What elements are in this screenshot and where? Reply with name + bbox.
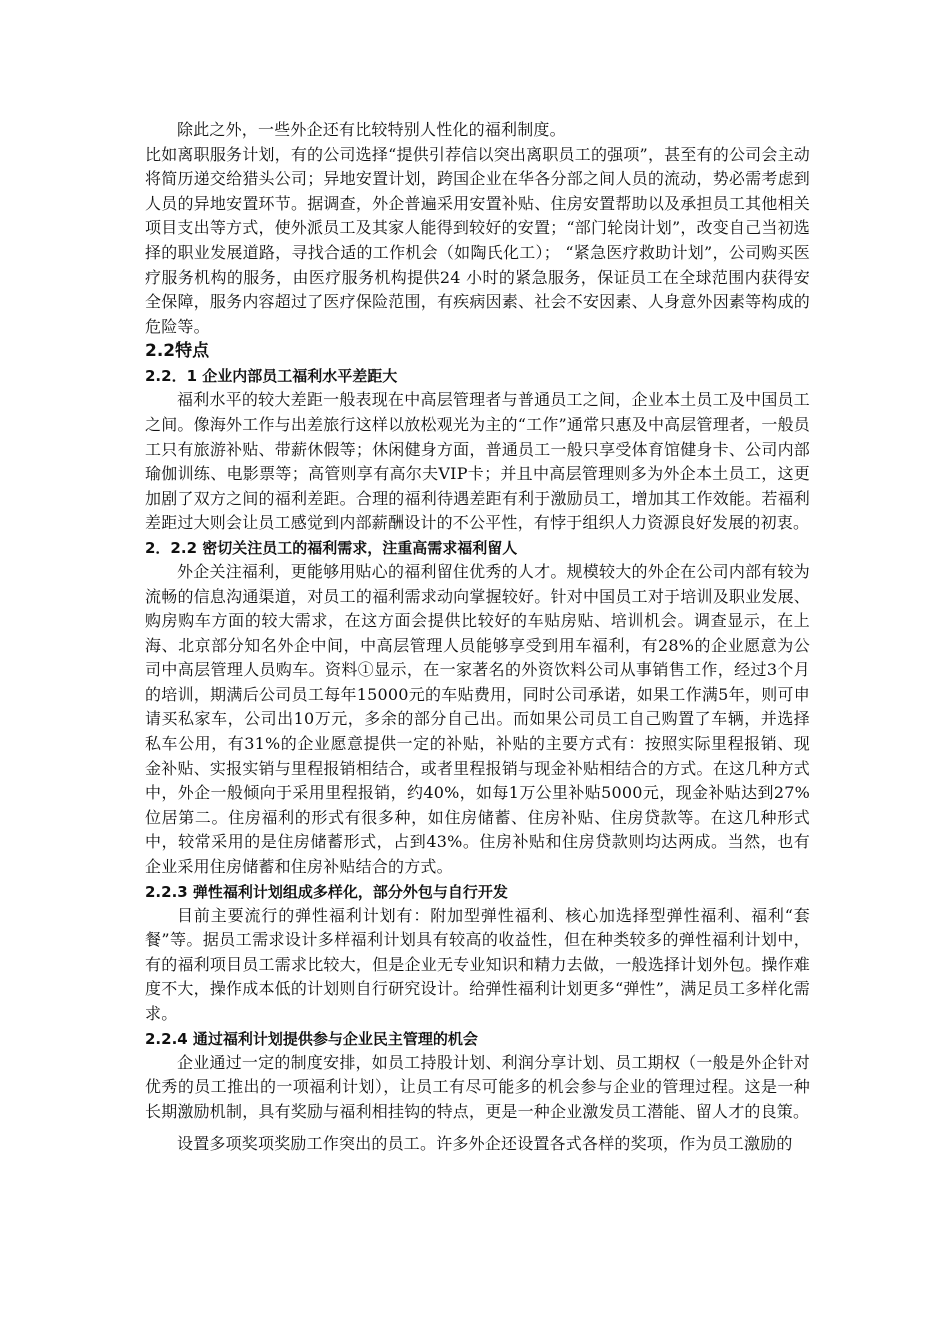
- subsection-paragraph-4: 企业通过一定的制度安排，如员工持股计划、利润分享计划、员工期权（一般是外企针对优秀的员工推出的一项福利计划），让员工有尽可能多的机会参与企业的管理过程。这是一种长期激励机制，具有奖励与福利相挂钩的特点，更是一种企业激发员工潜能、留人才的良策。: [145, 1052, 810, 1121]
- subsection-title-1: 2.2．1 企业内部员工福利水平差距大: [145, 367, 398, 386]
- section-title: 2.2特点: [145, 341, 210, 362]
- subsection-title-2: 2．2.2 密切关注员工的福利需求，注重高需求福利留人: [145, 538, 518, 557]
- document-body: [145, 118, 810, 1157]
- subsection-paragraph-4b: 设置多项奖项奖励工作突出的员工。许多外企还设置各式各样的奖项，作为员工激励的: [177, 1134, 793, 1154]
- subsection-paragraph-3: 目前主要流行的弹性福利计划有：附加型弹性福利、核心加选择型弹性福利、福利“套餐”等。据员工需求设计多样福利计划具有较高的收益性，但在种类较多的弹性福利计划中，有的福利项目员工需求比较大，但是企业无专业知识和精力去做，一般选择计划外包。操作难度不大，操作成本低的计划则自行研究设计。给弹性福利计划更多“弹性”，满足员工多样化需求。: [145, 905, 810, 1023]
- subsection-title-4: 2.2.4 通过福利计划提供参与企业民主管理的机会: [145, 1029, 478, 1048]
- intro-paragraph-2: 比如离职服务计划，有的公司选择“提供引荐信以突出离职员工的强项”，甚至有的公司会主动将简历递交给猎头公司；异地安置计划，跨国企业在华各分部之间人员的流动，势必需考虑到人员的异地安置环节。据调查，外企普遍采用安置补贴、住房安置帮助以及承担员工其他相关项目支出等方式，使外派员工及其家人能得到较好的安置；“部门轮岗计划”，改变自己当初选择的职业发展道路，寻找合适的工作机会（如陶氏化工）； “紧急医疗救助计划”，公司购买医疗服务机构的服务，由医疗服务机构提供24 小时的紧急服务，保证员工在全球范围内获得安全保障，服务内容超过了医疗保险范围，有疾病因素、社会不安因素、人身意外因素等构成的危险等。: [145, 144, 810, 336]
- intro-paragraph-1: 除此之外，一些外企还有比较特别人性化的福利制度。: [177, 120, 566, 139]
- subsection-paragraph-2: 外企关注福利，更能够用贴心的福利留住优秀的人才。规模较大的外企在公司内部有较为流畅的信息沟通渠道，对员工的福利需求动向掌握较好。针对中国员工对于培训及职业发展、购房购车方面的较大需求，在这方面会提供比较好的车贴房贴、培训机会。调查显示，在上海、北京部分知名外企中间，中高层管理人员能够享受到用车福利，有28%的企业愿意为公司中高层管理人员购车。资料①显示，在一家著名的外资饮料公司从事销售工作，经过3个月的培训，期满后公司员工每年15000元的车贴费用，同时公司承诺，如果工作满5年，则可申请买私家车，公司出10万元，多余的部分自己出。而如果公司员工自己购置了车辆，并选择私车公用，有31%的企业愿意提供一定的补贴，补贴的主要方式有：按照实际里程报销、现金补贴、实报实销与里程报销相结合，或者里程报销与现金补贴相结合的方式。在这几种方式中，外企一般倾向于采用里程报销，约40%，如每1万公里补贴5000元，现金补贴达到27%位居第二。住房福利的形式有很多种，如住房储蓄、住房补贴、住房贷款等。在这几种形式中，较常采用的是住房储蓄形式，占到43%。住房补贴和住房贷款则均达两成。当然，也有企业采用住房储蓄和住房补贴结合的方式。: [145, 561, 810, 877]
- subsection-paragraph-1: 福利水平的较大差距一般表现在中高层管理者与普通员工之间，企业本土员工及中国员工之间。像海外工作与出差旅行这样以放松观光为主的“工作”通常只惠及中高层管理者，一般员工只有旅游补贴、带薪休假等；休闲健身方面，普通员工一般只享受体育馆健身卡、公司内部瑜伽训练、电影票等；高管则享有高尔夫VIP卡；并且中高层管理则多为外企本土员工，这更加剧了双方之间的福利差距。合理的福利待遇差距有利于激励员工，增加其工作效能。若福利差距过大则会让员工感觉到内部薪酬设计的不公平性，有悖于组织人力资源良好发展的初衷。: [145, 390, 810, 533]
- subsection-title-3: 2.2.3 弹性福利计划组成多样化，部分外包与自行开发: [145, 882, 508, 901]
